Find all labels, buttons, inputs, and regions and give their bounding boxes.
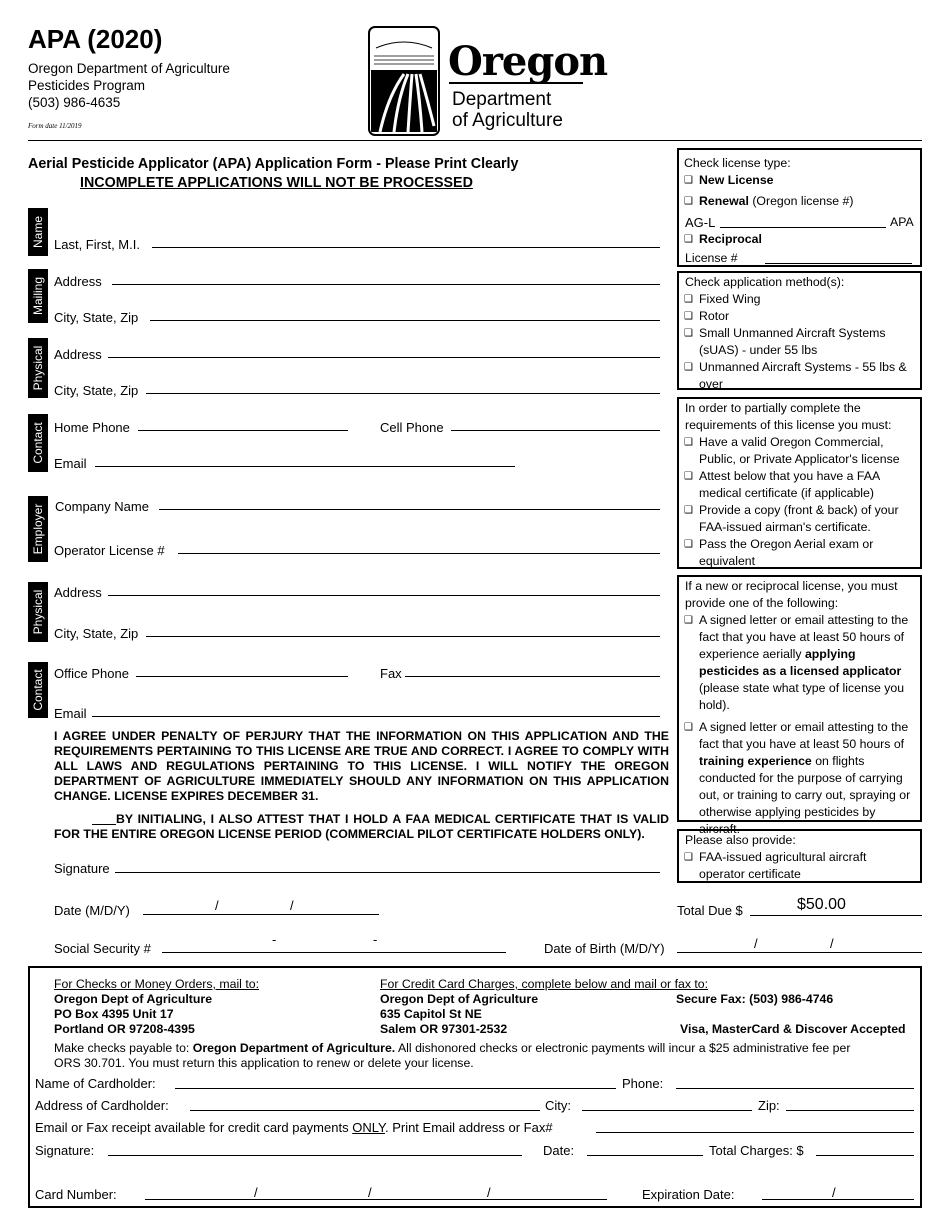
- employer-email-input[interactable]: [92, 716, 660, 717]
- logo-wordmark: Oregon: [448, 38, 608, 85]
- card-number-input[interactable]: [145, 1199, 607, 1200]
- home-phone-input[interactable]: [138, 430, 348, 431]
- uas-checkbox[interactable]: ❑ Unmanned Aircraft Systems - 55 lbs & over: [681, 359, 914, 393]
- email-input[interactable]: [95, 466, 515, 467]
- tab-employer: Employer: [28, 496, 48, 562]
- tab-physical: Physical: [28, 338, 48, 398]
- rotor-checkbox[interactable]: ❑ Rotor: [681, 308, 914, 325]
- requirements-box: [677, 397, 922, 569]
- card-date-label: Date:: [543, 1143, 575, 1158]
- incomplete-warning: INCOMPLETE APPLICATIONS WILL NOT BE PROCESSED: [80, 175, 473, 191]
- apa-label: APA: [890, 215, 914, 229]
- ssn-input[interactable]: [162, 952, 506, 953]
- card-number-slash-1: /: [254, 1185, 258, 1200]
- employer-address-input[interactable]: [108, 595, 660, 596]
- also-provide-box: [677, 829, 922, 883]
- card-address-line: 635 Capitol St NE: [380, 1007, 482, 1021]
- fax-label: Fax: [380, 666, 402, 681]
- license-type-box: [677, 148, 922, 267]
- mailing-address-label: Address: [54, 274, 102, 289]
- mailing-city-input[interactable]: [150, 320, 660, 321]
- new-reciprocal-box: [677, 575, 922, 836]
- home-phone-label: Home Phone: [54, 420, 130, 435]
- company-name-input[interactable]: [159, 509, 660, 510]
- name-label: Last, First, M.I.: [54, 237, 140, 252]
- method-box: [677, 271, 922, 390]
- logo-dept-line1: Department: [452, 89, 552, 110]
- mailing-city-label: City, State, Zip: [54, 310, 139, 325]
- ssn-dash-1: -: [272, 932, 277, 947]
- tab-contact: Contact: [28, 414, 48, 472]
- card-signature-input[interactable]: [108, 1155, 522, 1156]
- card-phone-input[interactable]: [676, 1088, 914, 1089]
- letter-training-item: ❑ A signed letter or email attesting to the fact that you have at least 50 hours of training experience on flights conducted for the purpose of carrying out, or training to carry out, spraying or otherwise applying pesticides by aircraft.: [681, 719, 914, 838]
- name-input[interactable]: [152, 247, 660, 248]
- cell-phone-label: Cell Phone: [380, 420, 444, 435]
- card-address-line: Salem OR 97301-2532: [380, 1022, 508, 1036]
- card-zip-label: Zip:: [758, 1098, 780, 1113]
- expiration-slash: /: [832, 1185, 836, 1200]
- new-license-checkbox[interactable]: ❑ New License: [681, 172, 914, 189]
- reciprocal-row: [685, 250, 914, 267]
- tab-physical-employer: Physical: [28, 582, 48, 642]
- expiration-input[interactable]: [762, 1199, 914, 1200]
- agl-label: AG-L: [685, 215, 716, 230]
- renewal-checkbox[interactable]: ❑ Renewal (Oregon license #): [681, 193, 914, 210]
- dob-label: Date of Birth (M/D/Y): [544, 941, 665, 956]
- payable-note: Make checks payable to: Oregon Department of Agriculture. All dishonored checks or electronic payments will incur a $25 administrative fee per ORS 30.701. You must return this application to renew or delete your license.: [54, 1041, 851, 1070]
- card-number-slash-2: /: [368, 1185, 372, 1200]
- tab-name: Name: [28, 208, 48, 256]
- card-signature-label: Signature:: [35, 1143, 95, 1158]
- also-provide-heading: Please also provide:: [685, 833, 796, 847]
- reciprocal-checkbox[interactable]: ❑ Reciprocal: [681, 231, 914, 248]
- card-address-line: Oregon Dept of Agriculture: [380, 992, 539, 1006]
- header-divider: [28, 140, 922, 141]
- logo-underline: [449, 82, 583, 84]
- physical-address-label: Address: [54, 347, 102, 362]
- also-provide-item: ❑ FAA-issued agricultural aircraft operator certificate: [681, 849, 914, 883]
- cardholder-address-label: Address of Cardholder:: [35, 1098, 169, 1113]
- physical-city-input[interactable]: [146, 393, 660, 394]
- date-slash-1: /: [215, 898, 219, 913]
- card-number-label: Card Number:: [35, 1187, 117, 1202]
- license-type-heading: Check license type:: [684, 156, 791, 170]
- date-label: Date (M/D/Y): [54, 903, 130, 918]
- employer-email-label: Email: [54, 706, 87, 721]
- cardholder-label: Name of Cardholder:: [35, 1076, 156, 1091]
- physical-city-label: City, State, Zip: [54, 383, 139, 398]
- logo-dept-line2: of Agriculture: [452, 110, 563, 131]
- office-phone-input[interactable]: [136, 676, 348, 677]
- ssn-label: Social Security #: [54, 941, 151, 956]
- total-due-input[interactable]: [750, 915, 922, 916]
- signature-label: Signature: [54, 861, 110, 876]
- agl-row: [685, 214, 914, 231]
- method-heading: Check application method(s):: [685, 275, 845, 289]
- expiration-label: Expiration Date:: [642, 1187, 735, 1202]
- employer-city-input[interactable]: [146, 636, 660, 637]
- email-label: Email: [54, 456, 87, 471]
- requirement-item: ❑ Attest below that you have a FAA medical certificate (if applicable): [681, 468, 914, 502]
- renewal-license-input[interactable]: [720, 227, 886, 228]
- requirement-item: ❑ Provide a copy (front & back) of your FAA-issued airman's certificate.: [681, 502, 914, 536]
- card-heading: For Credit Card Charges, complete below and mail or fax to:: [380, 977, 709, 991]
- physical-address-input[interactable]: [108, 357, 660, 358]
- cards-accepted: Visa, MasterCard & Discover Accepted: [680, 1022, 906, 1036]
- suas-checkbox[interactable]: ❑ Small Unmanned Aircraft Systems (sUAS) - under 55 lbs: [681, 325, 914, 359]
- oda-logo: [368, 26, 440, 136]
- employer-address-label: Address: [54, 585, 102, 600]
- total-charges-input[interactable]: [816, 1155, 914, 1156]
- cardholder-address-input[interactable]: [190, 1110, 540, 1111]
- receipt-label: Email or Fax receipt available for credit card payments ONLY. Print Email address or Fax#: [35, 1120, 553, 1135]
- secure-fax: Secure Fax: (503) 986-4746: [676, 992, 834, 1006]
- checks-address-line: Oregon Dept of Agriculture: [54, 992, 213, 1006]
- office-phone-label: Office Phone: [54, 666, 129, 681]
- company-name-label: Company Name: [55, 499, 149, 514]
- checks-address-line: Portland OR 97208-4395: [54, 1022, 195, 1036]
- total-due-amount: $50.00: [797, 896, 846, 913]
- farm-field-icon: [368, 26, 440, 136]
- dob-input[interactable]: [677, 952, 922, 953]
- cell-phone-input[interactable]: [451, 430, 660, 431]
- total-charges-label: Total Charges: $: [709, 1143, 804, 1158]
- date-slash-2: /: [290, 898, 294, 913]
- new-reciprocal-heading: If a new or reciprocal license, you must provide one of the following:: [685, 579, 898, 610]
- card-number-slash-3: /: [487, 1185, 491, 1200]
- perjury-statement: I AGREE UNDER PENALTY OF PERJURY THAT THE INFORMATION ON THIS APPLICATION AND THE REQUIREMENTS PERTAINING TO THIS LICENSE ARE TRUE AND CORRECT. I AGREE TO COMPLY WITH ALL LAWS AND REGULATIONS PERTAINING TO THIS LICENSE. I WILL NOTIFY THE OREGON DEPARTMENT OF AGRICULTURE IMMEDIATELY SHOULD ANY INFORMATION ON THIS APPLICATION CHANGE. LICENSE EXPIRES DECEMBER 31.: [54, 729, 669, 803]
- signature-input[interactable]: [115, 872, 660, 873]
- dob-slash-2: /: [830, 936, 834, 951]
- receipt-input[interactable]: [596, 1132, 914, 1133]
- total-due-label: Total Due $: [677, 903, 743, 918]
- requirement-item: ❑ Have a valid Oregon Commercial, Public, or Private Applicator's license: [681, 434, 914, 468]
- operator-license-input[interactable]: [178, 553, 660, 554]
- letter-applying-item: ❑ A signed letter or email attesting to the fact that you have at least 50 hours of experience aerially applying pesticides as a licensed applicator (please state what type of license you hold).: [681, 612, 914, 714]
- agency-phone: (503) 986-4635: [28, 95, 121, 110]
- reciprocal-license-input[interactable]: [765, 263, 912, 264]
- license-number-label: License #: [685, 251, 738, 265]
- fixed-wing-checkbox[interactable]: ❑ Fixed Wing: [681, 291, 914, 308]
- checks-heading: For Checks or Money Orders, mail to:: [54, 977, 260, 991]
- fax-input[interactable]: [405, 676, 660, 677]
- form-date: Form date 11/2019: [28, 122, 82, 130]
- requirement-item: ❑ Pass the Oregon Aerial exam or equivalent: [681, 536, 914, 570]
- checks-address-line: PO Box 4395 Unit 17: [54, 1007, 174, 1021]
- tab-mailing: Mailing: [28, 269, 48, 323]
- requirements-heading: In order to partially complete the requirements of this license you must:: [685, 401, 892, 432]
- cardholder-input[interactable]: [175, 1088, 616, 1089]
- program-name: Pesticides Program: [28, 78, 146, 93]
- mailing-address-input[interactable]: [112, 284, 660, 285]
- card-zip-input[interactable]: [786, 1110, 914, 1111]
- employer-city-label: City, State, Zip: [54, 626, 139, 641]
- agency-name: Oregon Department of Agriculture: [28, 61, 230, 76]
- dob-slash-1: /: [754, 936, 758, 951]
- faa-attest-statement: BY INITIALING, I ALSO ATTEST THAT I HOLD A FAA MEDICAL CERTIFICATE THAT IS VALID FOR THE ENTIRE OREGON LICENSE PERIOD (COMMERCIAL PILOT CERTIFICATE HOLDERS ONLY).: [54, 812, 669, 841]
- form-code: APA (2020): [28, 24, 163, 54]
- form-title: Aerial Pesticide Applicator (APA) Application Form - Please Print Clearly: [28, 156, 519, 172]
- date-input[interactable]: [143, 914, 379, 915]
- tab-contact-employer: Contact: [28, 662, 48, 718]
- ssn-dash-2: -: [373, 932, 378, 947]
- card-city-label: City:: [545, 1098, 571, 1113]
- card-date-input[interactable]: [587, 1155, 703, 1156]
- operator-license-label: Operator License #: [54, 543, 165, 558]
- card-phone-label: Phone:: [622, 1076, 664, 1091]
- card-city-input[interactable]: [582, 1110, 752, 1111]
